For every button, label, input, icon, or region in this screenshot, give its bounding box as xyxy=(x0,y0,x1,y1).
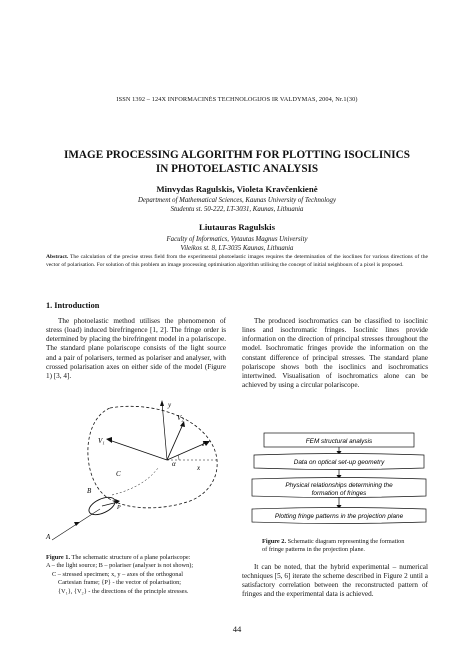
figure-2-caption xyxy=(262,538,428,555)
abstract-text: The calculation of the precise stress field from the experimental photoelastic images requires the determination of the isoclines for various directions of the vector of polarisation. For solution of this problem an image processing optimisation algorithm utilising the concept of initial neighbours of a pixel is proposed. xyxy=(46,254,428,268)
label-b: B xyxy=(87,487,92,495)
figure-1-caption xyxy=(46,554,238,596)
affiliation-2 xyxy=(0,235,474,253)
label-v2: V₂ xyxy=(177,414,184,422)
v1-vector xyxy=(109,440,167,460)
v1-arrowhead xyxy=(106,437,112,443)
label-alpha: α xyxy=(172,460,176,468)
affiliation-2-line-2: Vileikos st. 8, LT-3035 Kaunas, Lithuania xyxy=(180,245,294,253)
label-p: P xyxy=(202,440,207,448)
label-c: C xyxy=(116,470,121,478)
box-3-text-line-1: Physical relationships determining the xyxy=(285,482,393,489)
polariser-vector xyxy=(102,502,118,506)
page-number: 44 xyxy=(232,624,242,634)
box-2-text: Data on optical set-up geometry xyxy=(293,459,385,466)
figure-2-caption-text-1: Schematic diagram representing the formation xyxy=(286,538,405,545)
label-y: y xyxy=(168,401,172,409)
affiliation-1-line-1: Department of Mathematical Sciences, Kaunas University of Technology xyxy=(138,197,336,204)
section-heading-introduction: 1. Introduction xyxy=(46,301,100,310)
label-a: A xyxy=(46,533,51,541)
affiliation-2-line-1: Faculty of Informatics, Vytautas Magnus University xyxy=(166,236,308,243)
affiliation-1-line-2: Studentu st. 50-222, LT-3031, Kaunas, Lithuania xyxy=(170,206,304,214)
label-v1: V₁ xyxy=(98,437,105,445)
journal-header: ISSN 1392 – 124X INFORMACINĖS TECHNOLOGIJOS IR VALDYMAS, 2004, Nr.1(30) xyxy=(116,96,358,103)
abstract xyxy=(46,254,428,269)
figure-1-caption-text-1: The schematic structure of a plane polariscope: xyxy=(70,554,191,561)
figure-2-flow-diagram xyxy=(250,432,428,536)
paper-title xyxy=(40,148,434,176)
figure-1-caption-label: Figure 1. xyxy=(46,554,71,561)
authors-2: Liutauras Ragulskis xyxy=(198,222,276,232)
abstract-label: Abstract. xyxy=(46,254,69,260)
specimen-outline xyxy=(88,406,217,508)
authors-1: Minvydas Ragulskis, Violeta Kravčenkienė xyxy=(156,184,318,194)
figure-1-polariscope xyxy=(40,398,235,548)
figure-1-caption-line-3: C – stressed specimen; x, y – axes of the orthogonal xyxy=(52,570,183,578)
box-4-text: Plotting fringe patterns in the projection plane xyxy=(274,513,404,520)
intro-paragraph-left: The photoelastic method utilises the phenomenon of stress (load) induced birefringence [1, 2]. The fringe order is determined by placing the birefringent model in a polariscope. The standard plane polariscope consists of the light source and a pair of polarisers, termed as polariser and analyser, with crossed polarisation axes on either side of the model (Figure 1) [3, 4]. xyxy=(46,317,226,380)
intro-paragraph-right-2: It can be noted, that the hybrid experimental – numerical techniques [5, 6] iterate the scheme described in Figure 2 until a satisfactory correlation between the reconstructed pattern of fringes and the experimental data is achieved. xyxy=(242,563,428,599)
title-line-2: IN PHOTOELASTIC ANALYSIS xyxy=(155,163,319,175)
figure-1-caption-line-5: {V₁}, {V₂} - the directions of the principle stresses. xyxy=(58,587,189,595)
box-3-text-line-2: formation of fringes xyxy=(311,490,367,497)
intro-paragraph-right-1: The produced isochromatics can be classified to isoclinic lines and isochromatic fringes. Isoclinic lines provide information on the direction of principal stresses throughout the model. Isochromatic fringes provide the information on the constant difference of principal stresses. The standard plane polariscope shows both the isoclinics and isochromatics intertwined. Visualisation of isochromatics alone can be achieved by using a circular polariscope. xyxy=(242,317,428,390)
figure-1-caption-line-2: A – the light source; B – polariser (analyser is not shown); xyxy=(46,562,194,570)
figure-2-caption-line-1 xyxy=(262,538,428,546)
alpha-arc xyxy=(178,455,179,460)
figure-1-caption-line-4: Cartesian frame; {P} - the vector of polarisation; xyxy=(58,579,182,587)
label-x: x xyxy=(197,464,201,472)
label-p-small: P xyxy=(117,505,121,511)
box-1-text: FEM structural analysis xyxy=(305,438,373,445)
figure-2-caption-label: Figure 2. xyxy=(262,538,287,545)
y-axis-arrowhead xyxy=(160,400,164,406)
title-line-1: IMAGE PROCESSING ALGORITHM FOR PLOTTING ISOCLINICS xyxy=(64,149,410,161)
figure-2-caption-line-2: of fringe patterns in the projection plane. xyxy=(262,546,365,554)
v2-vector xyxy=(167,424,183,460)
affiliation-1 xyxy=(0,196,474,214)
figure-1-caption-line-1 xyxy=(46,554,238,562)
